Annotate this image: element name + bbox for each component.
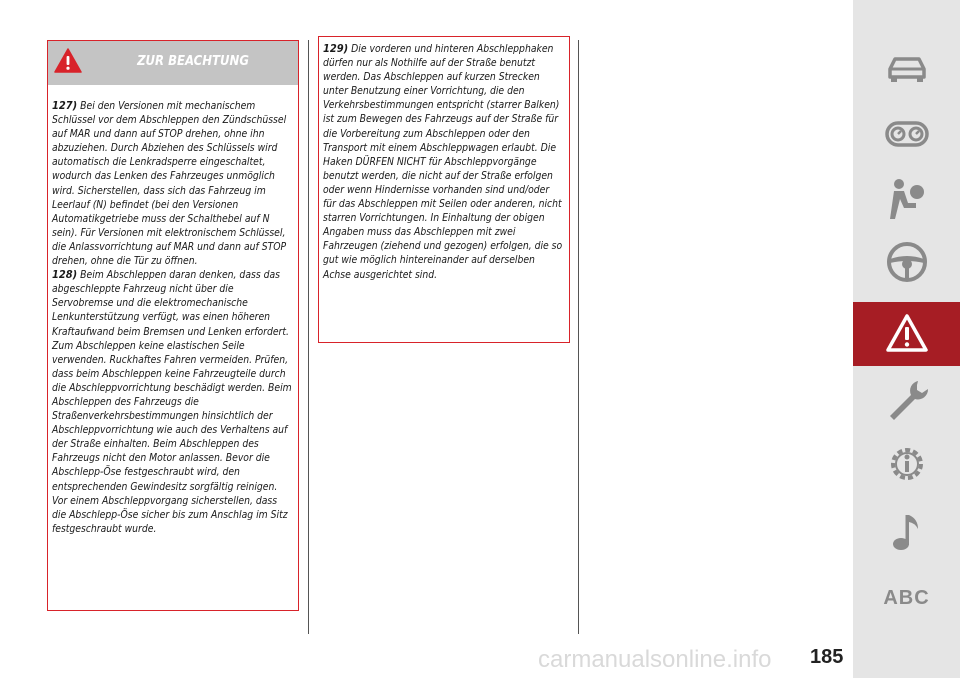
sidebar-item-emergency[interactable] [853,302,960,366]
wrench-icon [884,377,930,423]
chapter-sidebar [853,0,960,678]
car-icon [884,47,930,93]
note-body: Bei den Versionen mit mechanischem Schlüssel vor dem Abschleppen den Zündschüssel auf MAR und dann auf STOP drehen, ohne ihn abzuziehen. Durch Abziehen des Schlüssels wird automatisch die Lenkradsperre eingeschaltet, wodurch das Lenken des Fahrzeuges unmöglich wird. Sicherstellen, dass sich das Fahrzeug im Leerlauf (N) befindet (bei den Versionen Automatikgetriebe muss der Schalthebel auf N sein). Für Versionen mit elektronischem Schlüssel, die Anlassvorrichtung auf MAR und dann auf STOP drehen, ohne die Tür zu öffnen. [52,100,287,268]
sidebar-item-vehicle[interactable] [853,38,960,102]
sidebar-item-safety[interactable] [853,166,960,230]
dashboard-gauges-icon [884,111,930,157]
warning-header [48,41,298,85]
notes-left [52,99,294,536]
info-gear-icon [884,441,930,487]
sidebar-item-index[interactable] [853,566,960,630]
note-128 [52,268,294,536]
column-divider [578,40,579,634]
note-ref: 128) [52,268,78,282]
warning-box-left [47,40,299,611]
column-divider [308,40,309,634]
warning-triangle-icon [54,47,82,75]
sidebar-item-instruments[interactable] [853,102,960,166]
warning-triangle-icon [884,311,930,357]
index-abc-label: ABC [883,586,930,609]
note-ref: 127) [52,99,78,112]
watermark: carmanualsonline.info [538,646,772,673]
steering-wheel-icon [884,239,930,285]
seat-airbag-icon [884,175,930,221]
note-body: Die vorderen und hinteren Abschlepphaken dürfen nur als Nothilfe auf der Straße benutzt werden. Das Abschleppen auf kurzen Strecken unter Benutzung einer Vorrichtung, die den Verkehrsbestimmungen entspricht (starrer Balken) ist zum Bewegen des Fahrzeugs auf der Straße für die Vorbereitung zum Abschleppen oder den Transport mit einem Abschleppwagen erlaubt. Die Haken DÜRFEN NICHT für Abschleppvorgänge benutzt werden, die nicht auf der Straße erfolgen oder wenn Hindernisse vorhanden sind und/oder für das Abschleppen mit Seilen oder anderen, nicht starren Vorrichtungen. In Einhaltung der obigen Angaben muss das Abschleppen mit zwei Fahrzeugen (ziehend und gezogen) erfolgen, die so gut wie möglich hintereinander auf derselben Achse ausgerichtet sind. [323,43,563,281]
page-number: 185 [810,646,844,668]
notes-right [323,42,565,282]
sidebar-item-driving[interactable] [853,230,960,294]
note-body: Beim Abschleppen daran denken, dass das abgeschleppte Fahrzeug nicht über die Servobremse und die elektromechanische Lenkunterstützung verfügt, was einen höheren Kraftaufwand beim Bremsen und Lenken erfordert. Zum Abschleppen keine elastischen Seile verwenden. Ruckhaftes Fahren vermeiden. Prüfen, dass beim Abschleppen keine Fahrzeugteile durch die Abschleppvorrichtung beschädigt werden. Beim Abschleppen des Fahrzeugs die Straßenverkehrsbestimmungen hinsichtlich der Abschleppvorrichtung wie auch des Verhaltens auf der Straße einhalten. Beim Abschleppen des Fahrzeugs nicht den Motor anlassen. Bevor die Abschlepp-Öse festgeschraubt wird, den entsprechenden Gewindesitz sorgfältig reinigen. Vor einem Abschleppvorgang sicherstellen, dass die Abschlepp-Öse sicher bis zum Anschlag im Sitz festgeschraubt wurde. [52,269,292,535]
music-note-icon [884,509,930,555]
note-127 [52,99,294,268]
warning-box-right [318,36,570,343]
warning-title: ZUR BEACHTUNG [137,54,249,69]
note-129 [323,42,565,282]
sidebar-item-maintenance[interactable] [853,368,960,432]
note-ref: 129) [323,42,349,55]
sidebar-item-technical-data[interactable] [853,432,960,496]
sidebar-item-multimedia[interactable] [853,500,960,564]
